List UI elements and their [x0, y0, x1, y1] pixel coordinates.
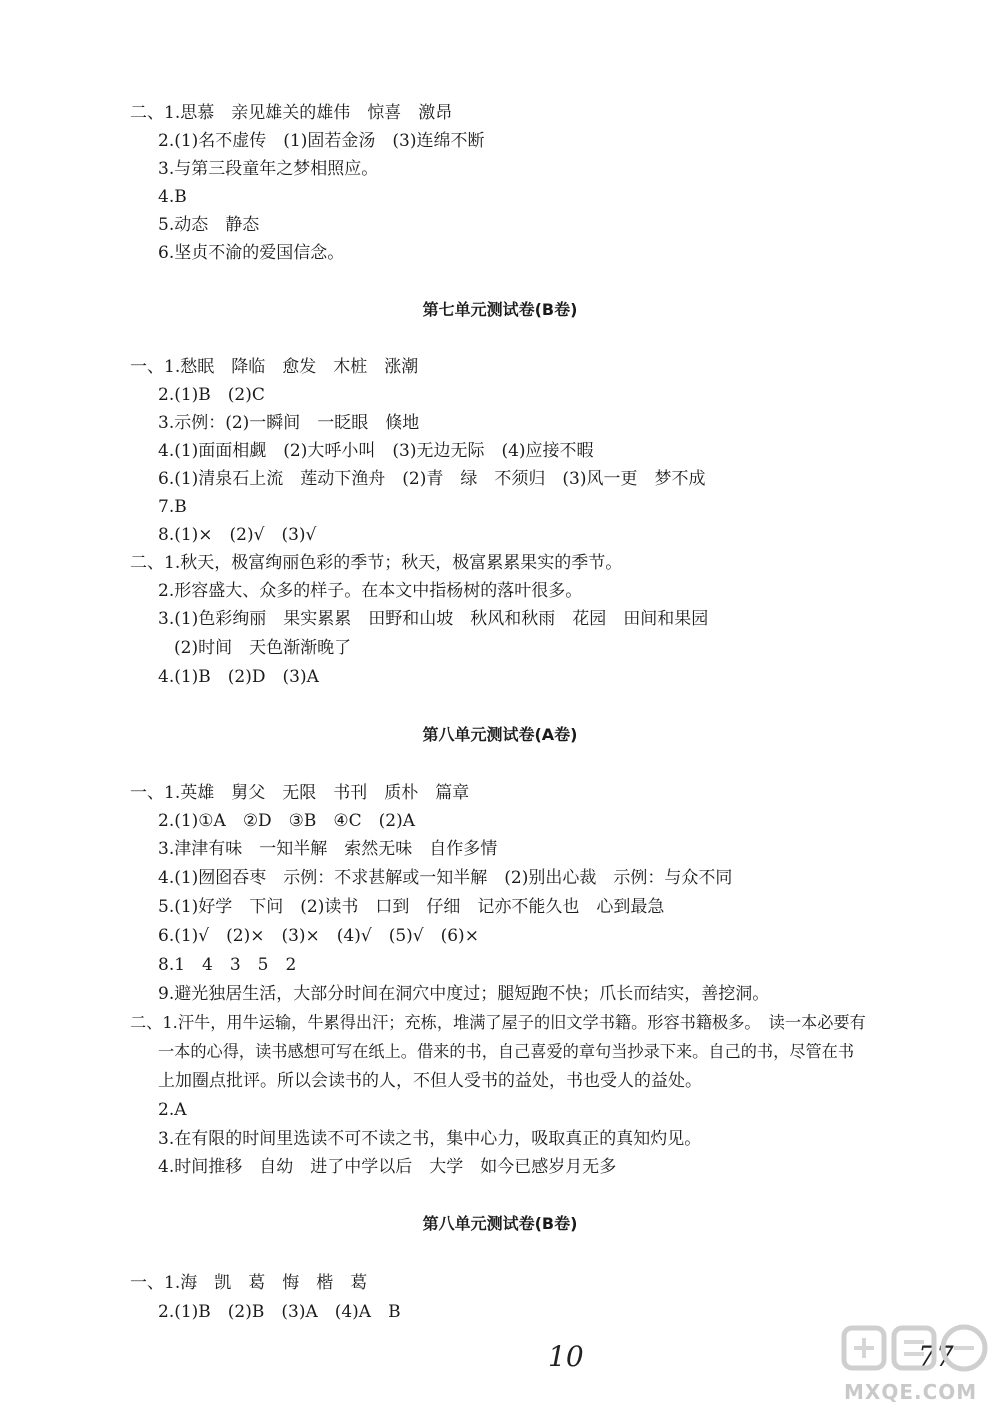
handwritten-page-number: 77: [918, 1340, 954, 1373]
watermark-logo: [840, 1318, 990, 1378]
answer-line: 8.(1)× (2)√ (3)√: [158, 525, 317, 545]
answer-line: (2)时间 天色渐渐晚了: [174, 638, 352, 658]
answer-line: 4.(1)B (2)D (3)A: [158, 667, 319, 687]
answer-line: 二、1.秋天，极富绚丽色彩的季节；秋天，极富累累果实的季节。: [130, 553, 623, 573]
answer-line: 2.形容盛大、众多的样子。在本文中指杨树的落叶很多。: [158, 581, 583, 601]
handwritten-page-number: 10: [548, 1340, 584, 1373]
answer-line: 3.津津有味 一知半解 索然无味 自作多情: [158, 839, 498, 859]
answer-line: 4.(1)面面相觑 (2)大呼小叫 (3)无边无际 (4)应接不暇: [158, 441, 594, 461]
answer-line: 5.(1)好学 下问 (2)读书 口到 仔细 记亦不能久也 心到最急: [158, 897, 665, 917]
answer-line: 2.(1)名不虚传 (1)固若金汤 (3)连绵不断: [158, 131, 485, 151]
section-heading: 第七单元测试卷(B卷): [422, 300, 578, 319]
answer-line: 2.(1)B (2)C: [158, 385, 265, 405]
answer-line: 二、1.汗牛，用牛运输，牛累得出汗；充栋，堆满了屋子的旧文学书籍。形容书籍极多。 读一本必要有: [130, 1013, 866, 1032]
answer-line: 上加圈点批评。所以会读书的人，不但人受书的益处，书也受人的益处。: [158, 1071, 702, 1091]
answer-line: 6.坚贞不渝的爱国信念。: [158, 243, 345, 263]
answer-line: 8.1 4 3 5 2: [158, 955, 297, 975]
answer-line: 7.B: [158, 497, 187, 517]
answer-line: 一、1.海 凯 葛 悔 楷 葛: [130, 1273, 368, 1293]
answer-line: 6.(1)清泉石上流 莲动下渔舟 (2)青 绿 不须归 (3)风一更 梦不成: [158, 469, 706, 489]
answer-line: 9.避光独居生活，大部分时间在洞穴中度过；腿短跑不快；爪长而结实，善挖洞。: [158, 984, 770, 1004]
watermark-logo-graphic: [840, 1318, 990, 1378]
answer-line: 2.(1)①A ②D ③B ④C (2)A: [158, 811, 416, 831]
answer-line: 3.在有限的时间里选读不可不读之书，集中心力，吸取真正的真知灼见。: [158, 1129, 702, 1149]
answer-line: 3.(1)色彩绚丽 果实累累 田野和山坡 秋风和秋雨 花园 田间和果园: [158, 609, 709, 629]
watermark-url: MXQE.COM: [844, 1380, 978, 1404]
answer-line: 2.A: [158, 1100, 187, 1120]
answer-line: 3.与第三段童年之梦相照应。: [158, 159, 379, 179]
answer-line: 4.(1)囫囵吞枣 示例：不求甚解或一知半解 (2)别出心裁 示例：与众不同: [158, 868, 733, 888]
watermark: [840, 1318, 990, 1408]
answer-line: 5.动态 静态: [158, 215, 260, 235]
section-heading: 第八单元测试卷(A卷): [422, 725, 578, 744]
answer-line: 一、1.愁眠 降临 愈发 木桩 涨潮: [130, 357, 419, 377]
answer-line: 3.示例：(2)一瞬间 一眨眼 倏地: [158, 413, 420, 433]
answer-line: 6.(1)√ (2)× (3)× (4)√ (5)√ (6)×: [158, 926, 479, 946]
answer-line: 4.B: [158, 187, 187, 207]
answer-line: 2.(1)B (2)B (3)A (4)A B: [158, 1302, 401, 1322]
answer-line: 二、1.思慕 亲见雄关的雄伟 惊喜 激昂: [130, 103, 453, 123]
answer-line: 4.时间推移 自幼 进了中学以后 大学 如今已感岁月无多: [158, 1157, 617, 1177]
answer-line: 一本的心得，读书感想可写在纸上。借来的书，自己喜爱的章句当抄录下来。自己的书，尽管在书: [158, 1042, 855, 1061]
answer-line: 一、1.英雄 舅父 无限 书刊 质朴 篇章: [130, 783, 470, 803]
section-heading: 第八单元测试卷(B卷): [422, 1214, 578, 1233]
